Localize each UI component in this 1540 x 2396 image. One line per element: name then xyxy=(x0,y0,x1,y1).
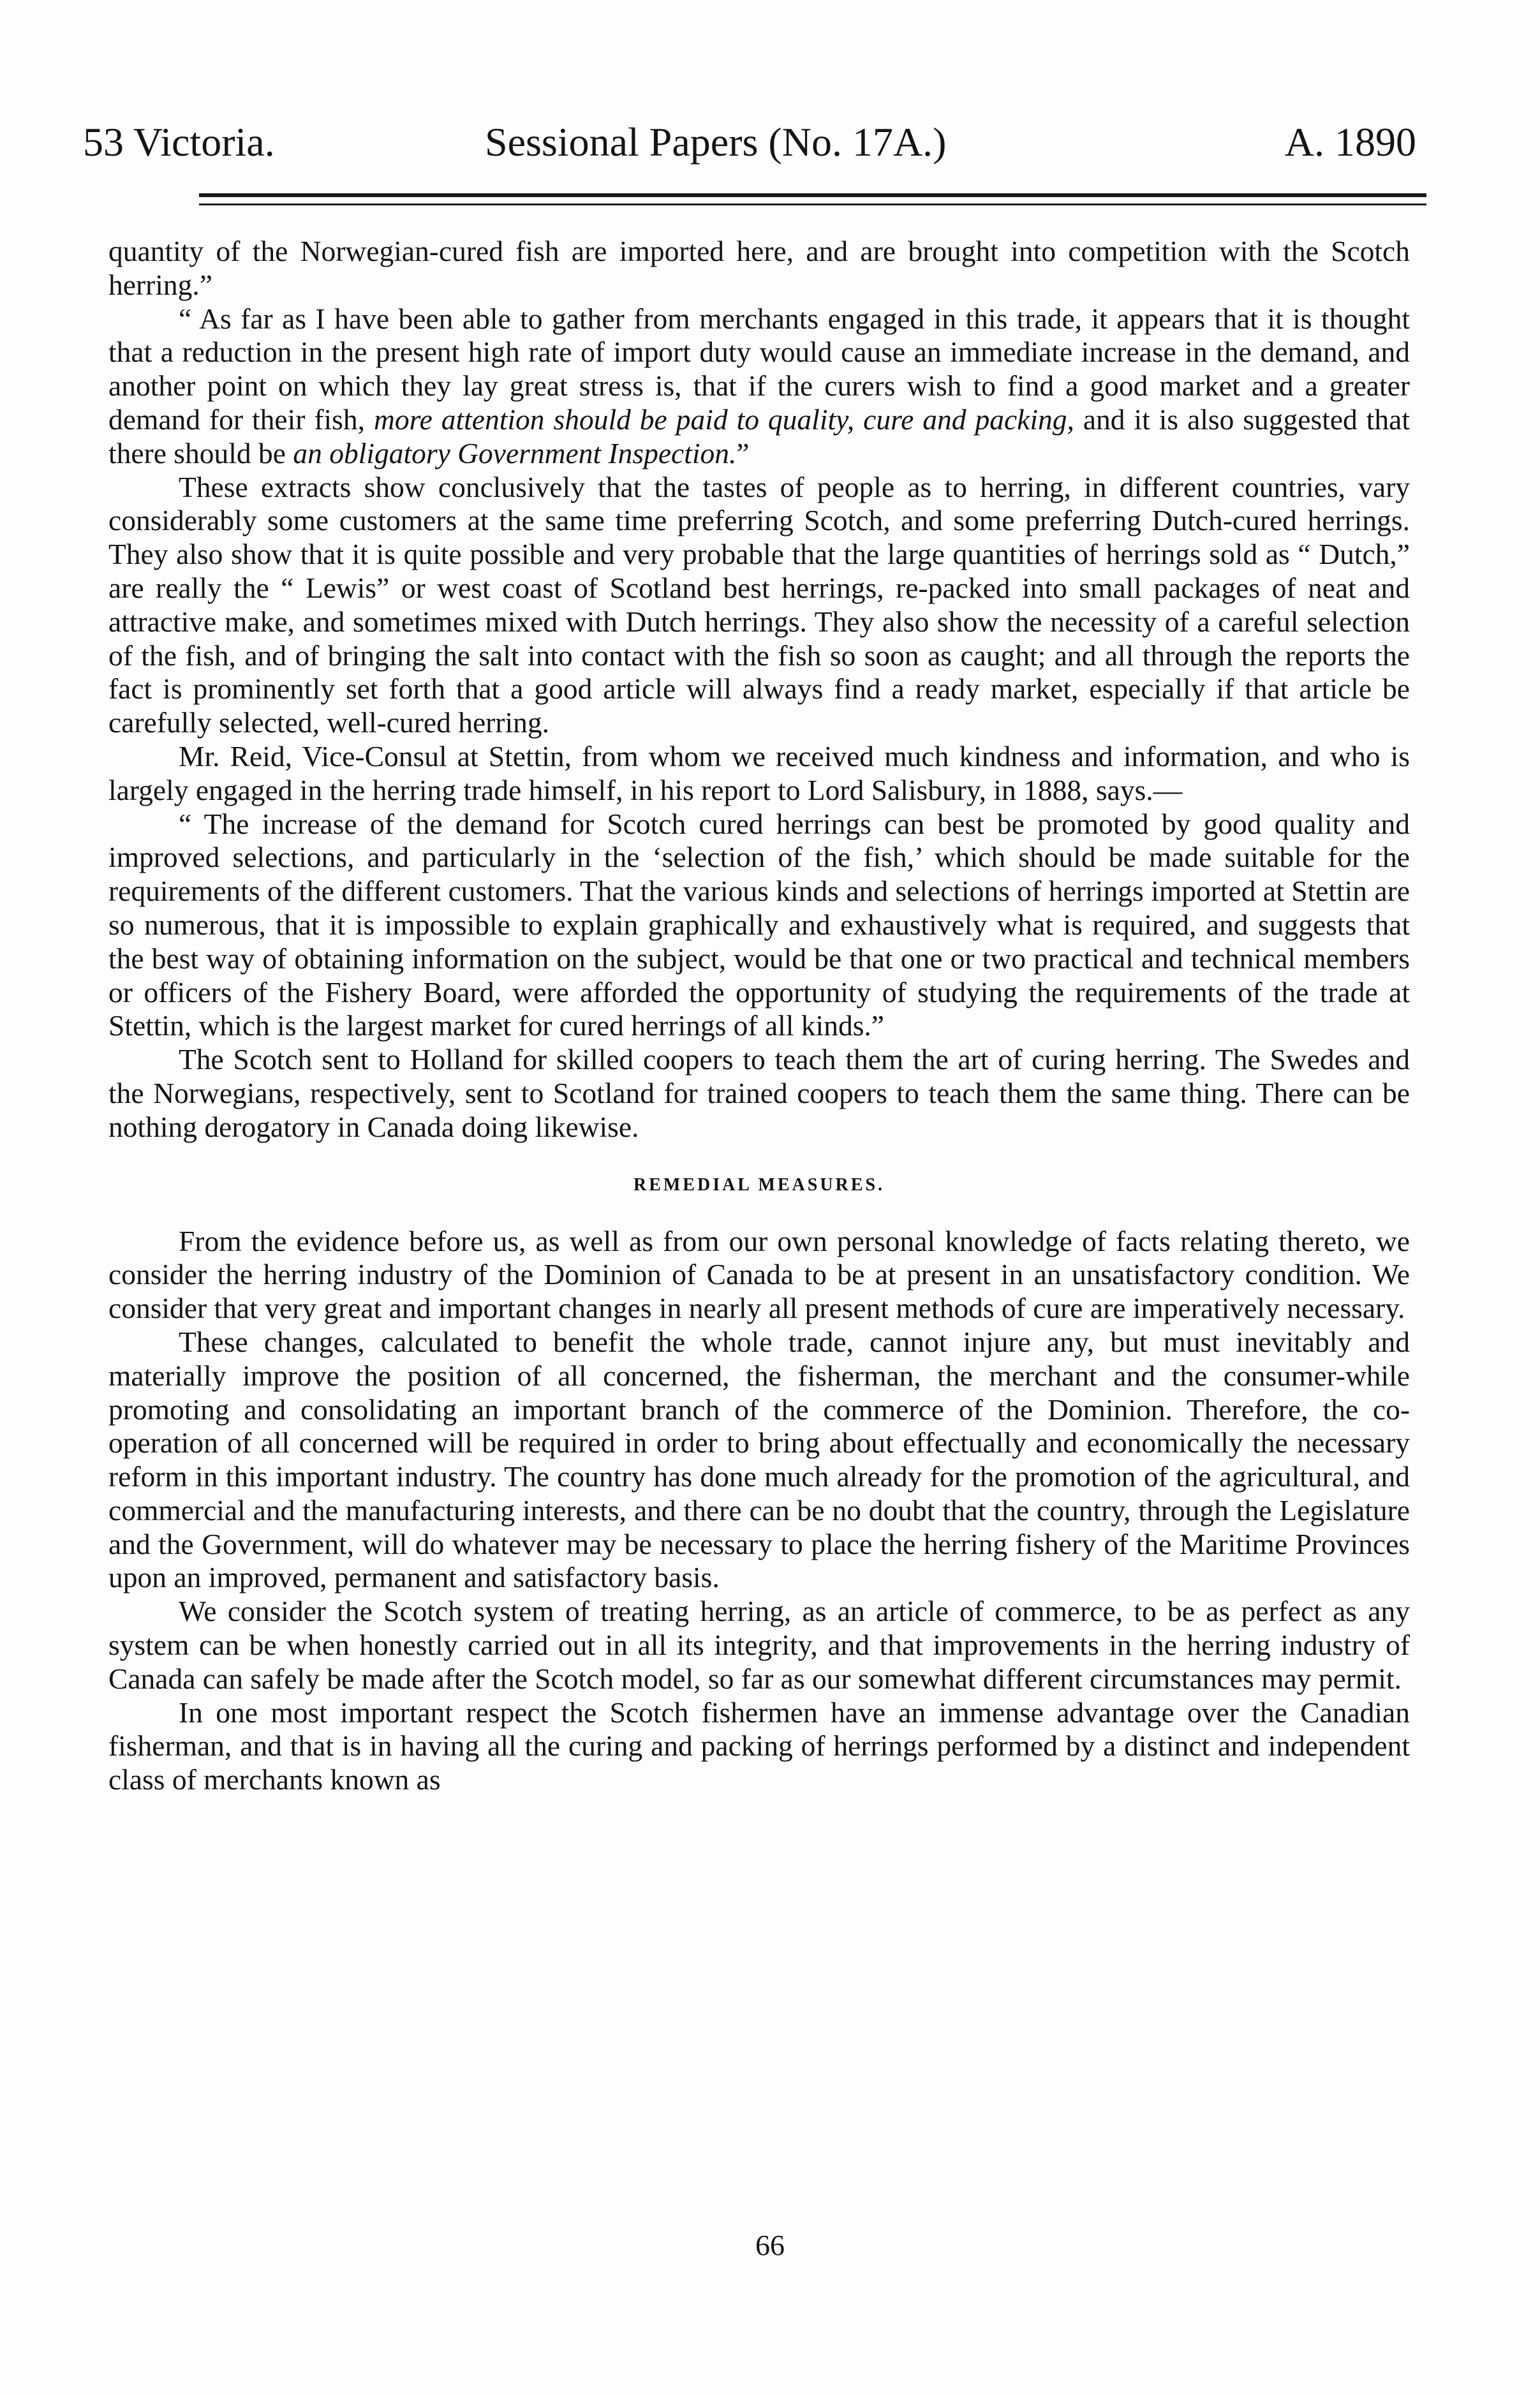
body-text xyxy=(108,235,1410,1797)
paragraph-text: These extracts show conclusively that the tastes of people as to herring, in different countries, vary considerably some customers at the same time preferring Scotch, and some preferring Dutch-cured herrings. They also show that it is quite possible and very probable that the large quantities of herrings sold as “ Dutch,” are really the “ Lewis” or west coast of Scotland best herrings, re-packed into small packages of neat and attractive make, and sometimes mixed with Dutch herrings. They also show the necessity of a careful selection of the fish, and of bringing the salt into contact with the fish so soon as caught; and all through the reports the fact is prominently set forth that a good article will always find a ready market, especially if that article be carefully selected, well-cured herring. xyxy=(108,470,1410,739)
header-rule-thick xyxy=(199,193,1426,197)
paragraph xyxy=(108,1043,1410,1144)
paragraph-text: These changes, calculated to benefit the whole trade, cannot injure any, but must inevitably and materially improve the position of all concerned, the fisherman, the merchant and the consumer-while promoting and consolidating an important branch of the commerce of the Dominion. Therefore, the co-operation of all concerned will be required in order to bring about effectually and economically the necessary reform in this important industry. The country has done much already for the promotion of the agricultural, and commercial and the manufacturing interests, and there can be no doubt that the country, through the Legislature and the Government, will do whatever may be necessary to place the herring fishery of the Maritime Provinces upon an improved, permanent and satisfactory basis. xyxy=(108,1325,1410,1594)
paragraphs-before-heading xyxy=(108,235,1410,1144)
paragraph xyxy=(108,1696,1410,1797)
paragraph-text: From the evidence before us, as well as from our own personal knowledge of facts relating thereto, we consider the herring industry of the Dominion of Canada to be at present in an unsatisfactory condition. We consider that very great and important changes in nearly all present methods of cure are imperatively necessary. xyxy=(108,1224,1410,1325)
paragraph-text: ” xyxy=(736,436,750,470)
paragraph-text: “ The increase of the demand for Scotch cured herrings can best be promoted by good quality and improved selections, and particularly in the ‘selection of the fish,’ which should be made suitable for the requirements of the different customers. That the various kinds and selections of herrings imported at Stettin are so numerous, that it is impossible to explain graphically and exhaustively what is required, and suggests that the best way of obtaining information on the subject, would be that one or two practical and technical members or officers of the Fishery Board, were afforded the opportunity of studying the requirements of the trade at Stettin, which is the largest market for cured herrings of all kinds.” xyxy=(108,807,1410,1042)
paragraph xyxy=(108,1225,1410,1326)
page-number: 66 xyxy=(755,2229,785,2261)
paragraph xyxy=(108,1326,1410,1595)
paragraph xyxy=(108,302,1410,471)
paragraph-text: and it is also suggested that there should be xyxy=(108,403,1410,470)
section-heading: REMEDIAL MEASURES. xyxy=(633,1174,885,1195)
header-rule-thin xyxy=(199,203,1426,205)
paragraphs-after-heading xyxy=(108,1225,1410,1798)
paragraph-text: quantity of the Norwegian-cured fish are imported here, and are brought into competition with the Scotch herring.” xyxy=(108,235,1410,301)
paragraph xyxy=(108,808,1410,1044)
italic-text: an obligatory Government Inspection. xyxy=(293,436,737,470)
paragraph xyxy=(108,740,1410,808)
running-header xyxy=(83,114,1416,171)
header-year: A. 1890 xyxy=(1284,119,1416,165)
header-session: 53 Victoria. xyxy=(83,119,275,165)
paragraph xyxy=(108,235,1410,302)
paragraph-text: In one most important respect the Scotch fishermen have an immense advantage over the Canadian fisherman, and that is in having all the curing and packing of herrings performed by a distinct and independent class of merchants known as xyxy=(108,1696,1410,1796)
header-title: Sessional Papers (No. 17A.) xyxy=(485,119,947,165)
paragraph-text: The Scotch sent to Holland for skilled coopers to teach them the art of curing herring. The Swedes and the Norwegians, respectively, sent to Scotland for trained coopers to teach them the same thing. There can be nothing derogatory in Canada doing likewise. xyxy=(108,1043,1410,1143)
paragraph-text: We consider the Scotch system of treating herring, as an article of commerce, to be as perfect as any system can be when honestly carried out in all its integrity, and that improvements in the herring industry of Canada can safely be made after the Scotch model, so far as our somewhat different circumstances may permit. xyxy=(108,1595,1410,1695)
paragraph xyxy=(108,471,1410,740)
italic-text: more attention should be paid to quality, cure and packing, xyxy=(373,403,1074,436)
paragraph-text: Mr. Reid, Vice-Consul at Stettin, from whom we received much kindness and information, and who is largely engaged in the herring trade himself, in his report to Lord Salisbury, in 1888, says.— xyxy=(108,739,1410,806)
paragraph-text: “ As far as I have been able to gather from merchants engaged in this trade, it appears that it is thought that a reduction in the present high rate of import duty would cause an immediate increase in the demand, and another point on which they lay great stress is, that if the curers wish to find a good market and a greater demand for their fish, xyxy=(108,302,1410,436)
paragraph xyxy=(108,1595,1410,1696)
